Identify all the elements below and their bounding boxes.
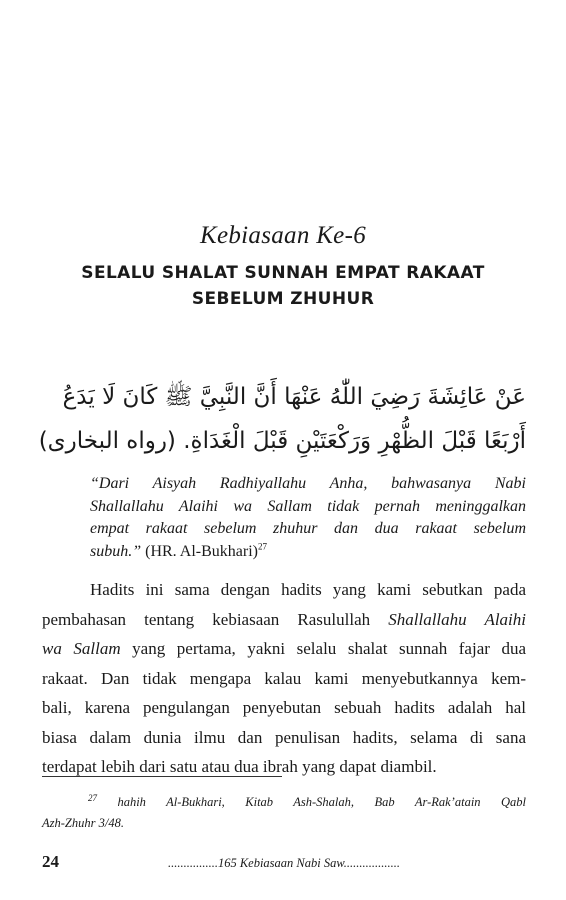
body-line: Hadits ini sama dengan hadits yang kami sebutkan pada: [90, 580, 526, 599]
page-number: 24: [42, 852, 59, 871]
footnote-divider: [42, 776, 282, 777]
hadith-translation: [90, 473, 526, 563]
arabic-hadith-line-2: أَرْبَعًا قَبْلَ الظُّهْرِ وَرَكْعَتَيْنِ قَبْلَ الْغَدَاةِ. (رواه البخارى): [38, 428, 526, 454]
footnote-reference: 27: [258, 541, 267, 552]
arabic-hadith-line-1: عَنْ عَائِشَةَ رَضِيَ اللّٰهُ عَنْهَا أَنَّ النَّبِيَّ ﷺ كَانَ لَا يَدَعُ: [62, 384, 526, 410]
footnote: [42, 792, 526, 834]
body-line: terdapat lebih dari satu atau dua ibrah yang dapat diambil.: [42, 757, 437, 776]
chapter-title: [40, 260, 526, 312]
body-line: [42, 634, 526, 664]
body-italic-segment: Shallallahu Alaihi: [388, 609, 527, 629]
body-italic-segment: wa Sallam: [42, 639, 121, 658]
footnote-line: [42, 792, 526, 813]
footnote-text: hahih Al-Bukhari, Kitab Ash-Shalah, Bab Ar-Rak’atain Qabl: [97, 795, 526, 809]
chapter-title-line-1: SELALU SHALAT SUNNAH EMPAT RAKAAT: [81, 263, 485, 283]
translation-line: empat rakaat sebelum zhuhur dan dua rakaat sebelum: [90, 520, 526, 537]
body-line: [42, 605, 526, 635]
body-text-segment: pembahasan tentang kebiasaan Rasulullah: [42, 609, 389, 629]
chapter-label: Kebiasaan Ke-6: [200, 222, 366, 249]
footnote-number: 27: [88, 792, 97, 803]
translation-end: subuh.”: [90, 542, 142, 560]
body-line: biasa dalam dunia ilmu dan penulisan hadits, selama di sana: [42, 727, 526, 747]
running-footer: ................165 Kebiasaan Nabi Saw..................: [167, 856, 401, 870]
chapter-title-line-2: SEBELUM ZHUHUR: [191, 289, 375, 309]
hadith-source: (HR. Al-Bukhari): [141, 542, 258, 560]
body-paragraph: [42, 575, 526, 782]
body-line: bali, karena pengulangan penyebutan sebuah hadits adalah hal: [42, 698, 526, 717]
body-line: rakaat. Dan tidak mengapa kalau kami menyebutkannya kem-: [42, 668, 526, 688]
translation-line: “Dari Aisyah Radhiyallahu Anha, bahwasanya Nabi: [90, 475, 526, 492]
translation-line: Shallallahu Alaihi wa Sallam tidak pernah meninggalkan: [90, 497, 526, 515]
translation-line-last: [90, 541, 526, 564]
body-text-segment: yang pertama, yakni selalu shalat sunnah fajar dua: [120, 639, 526, 658]
footnote-line: Azh-Zhuhr 3/48.: [42, 816, 124, 830]
